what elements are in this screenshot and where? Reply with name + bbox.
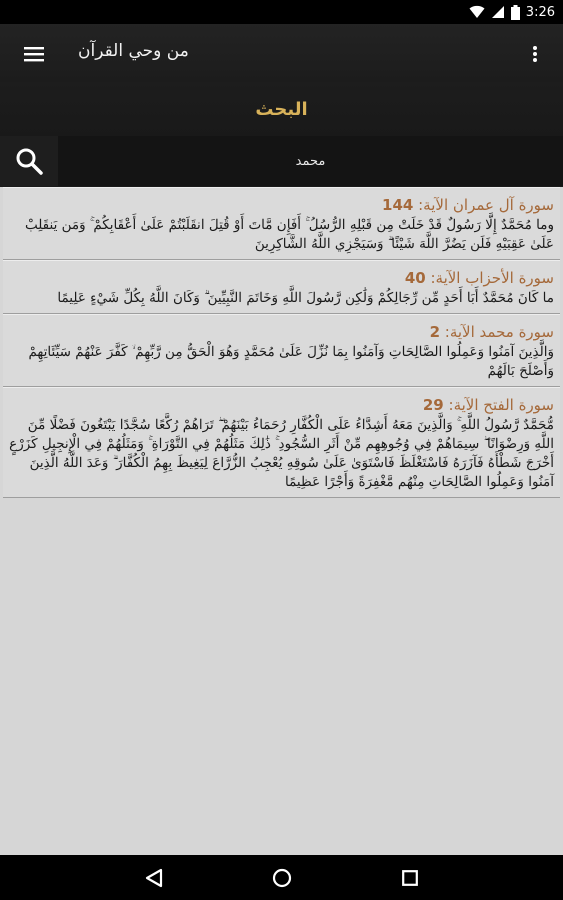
wifi-icon — [469, 5, 485, 19]
list-item[interactable] — [3, 314, 560, 387]
section-header — [0, 82, 563, 136]
hamburger-menu-icon[interactable] — [20, 40, 48, 68]
signal-icon — [491, 5, 505, 19]
ayah-number: 40 — [404, 269, 426, 287]
surah-title — [9, 322, 554, 342]
list-item[interactable] — [3, 187, 560, 260]
results-list[interactable] — [0, 187, 563, 855]
ayah-text: ما كَانَ مُحَمَّدٌ أَبَا أَحَدٍ مِّن رِّجَالِكُمْ وَلَٰكِن رَّسُولَ اللَّهِ وَخَاتَمَ النَّبِيِّينَ ۗ وَكَانَ اللَّهُ بِكُلِّ شَيْءٍ عَلِيمًا — [57, 290, 554, 306]
surah-name: سورة الأحزاب الآية: — [430, 269, 554, 287]
search-input[interactable] — [58, 136, 563, 186]
recents-icon[interactable] — [396, 864, 424, 892]
list-item[interactable] — [3, 260, 560, 314]
surah-title — [9, 268, 554, 288]
surah-name: سورة محمد الآية: — [444, 323, 554, 341]
ayah-text: مُّحَمَّدٌ رَّسُولُ اللَّهِ ۚ وَالَّذِينَ مَعَهُ أَشِدَّاءُ عَلَى الْكُفَّارِ رُحَمَاءُ بَيْنَهُمْ ۖ تَرَاهُمْ رُكَّعًا سُجَّدًا يَبْتَغُونَ فَضْلًا مِّنَ اللَّهِ وَرِضْوَانًا ۖ سِيمَاهُمْ فِي وُجُوهِهِم مِّنْ أَثَرِ السُّجُودِ ۚ ذَٰلِكَ مَثَلُهُمْ فِي التَّوْرَاةِ ۚ وَمَثَلُهُمْ فِي الْإِنجِيلِ كَزَرْعٍ أَخْرَجَ شَطْأَهُ فَآزَرَهُ فَاسْتَغْلَظَ فَاسْتَوَىٰ عَلَىٰ سُوقِهِ يُعْجِبُ الزُّرَّاعَ لِيَغِيظَ بِهِمُ الْكُفَّارَ ۗ وَعَدَ اللَّهُ الَّذِينَ آمَنُوا وَعَمِلُوا الصَّالِحَاتِ مِنْهُم مَّغْفِرَةً وَأَجْرًا عَظِيمًا — [9, 417, 554, 490]
surah-name: سورة الفتح الآية: — [448, 396, 554, 414]
back-icon[interactable] — [140, 864, 168, 892]
home-icon[interactable] — [268, 864, 296, 892]
app-title: من وحي القرآن — [78, 41, 189, 61]
ayah-text: وما مُحَمَّدٌ إِلَّا رَسُولٌ قَدْ خَلَتْ مِن قَبْلِهِ الرُّسُلُ ۚ أَفَإِن مَّاتَ أَوْ قُتِلَ انقَلَبْتُمْ عَلَىٰ أَعْقَابِكُمْ ۚ وَمَن يَنقَلِبْ عَلَىٰ عَقِبَيْهِ فَلَن يَضُرَّ اللَّهَ شَيْئًا ۗ وَسَيَجْزِي اللَّهُ الشَّاكِرِينَ — [24, 217, 554, 252]
status-bar — [0, 0, 563, 24]
search-bar — [0, 136, 563, 186]
ayah-text: وَالَّذِينَ آمَنُوا وَعَمِلُوا الصَّالِحَاتِ وَآمَنُوا بِمَا نُزِّلَ عَلَىٰ مُحَمَّدٍ وَهُوَ الْحَقُّ مِن رَّبِّهِمْ ۙ كَفَّرَ عَنْهُمْ سَيِّئَاتِهِمْ وَأَصْلَحَ بَالَهُمْ — [28, 344, 554, 379]
status-icons — [469, 3, 555, 21]
ayah-number: 29 — [422, 396, 444, 414]
ayah-number: 2 — [429, 323, 440, 341]
surah-title — [9, 195, 554, 215]
surah-name: سورة آل عمران الآية: — [418, 196, 554, 214]
app-bar — [0, 24, 563, 82]
navigation-bar — [0, 855, 563, 900]
page-title: البحث — [255, 98, 308, 120]
status-time: 3:26 — [525, 4, 555, 20]
more-vert-icon[interactable] — [525, 40, 545, 68]
surah-title — [9, 395, 554, 415]
search-icon[interactable] — [0, 136, 58, 186]
ayah-number: 144 — [382, 196, 414, 214]
list-item[interactable] — [3, 387, 560, 498]
battery-icon — [511, 5, 520, 20]
